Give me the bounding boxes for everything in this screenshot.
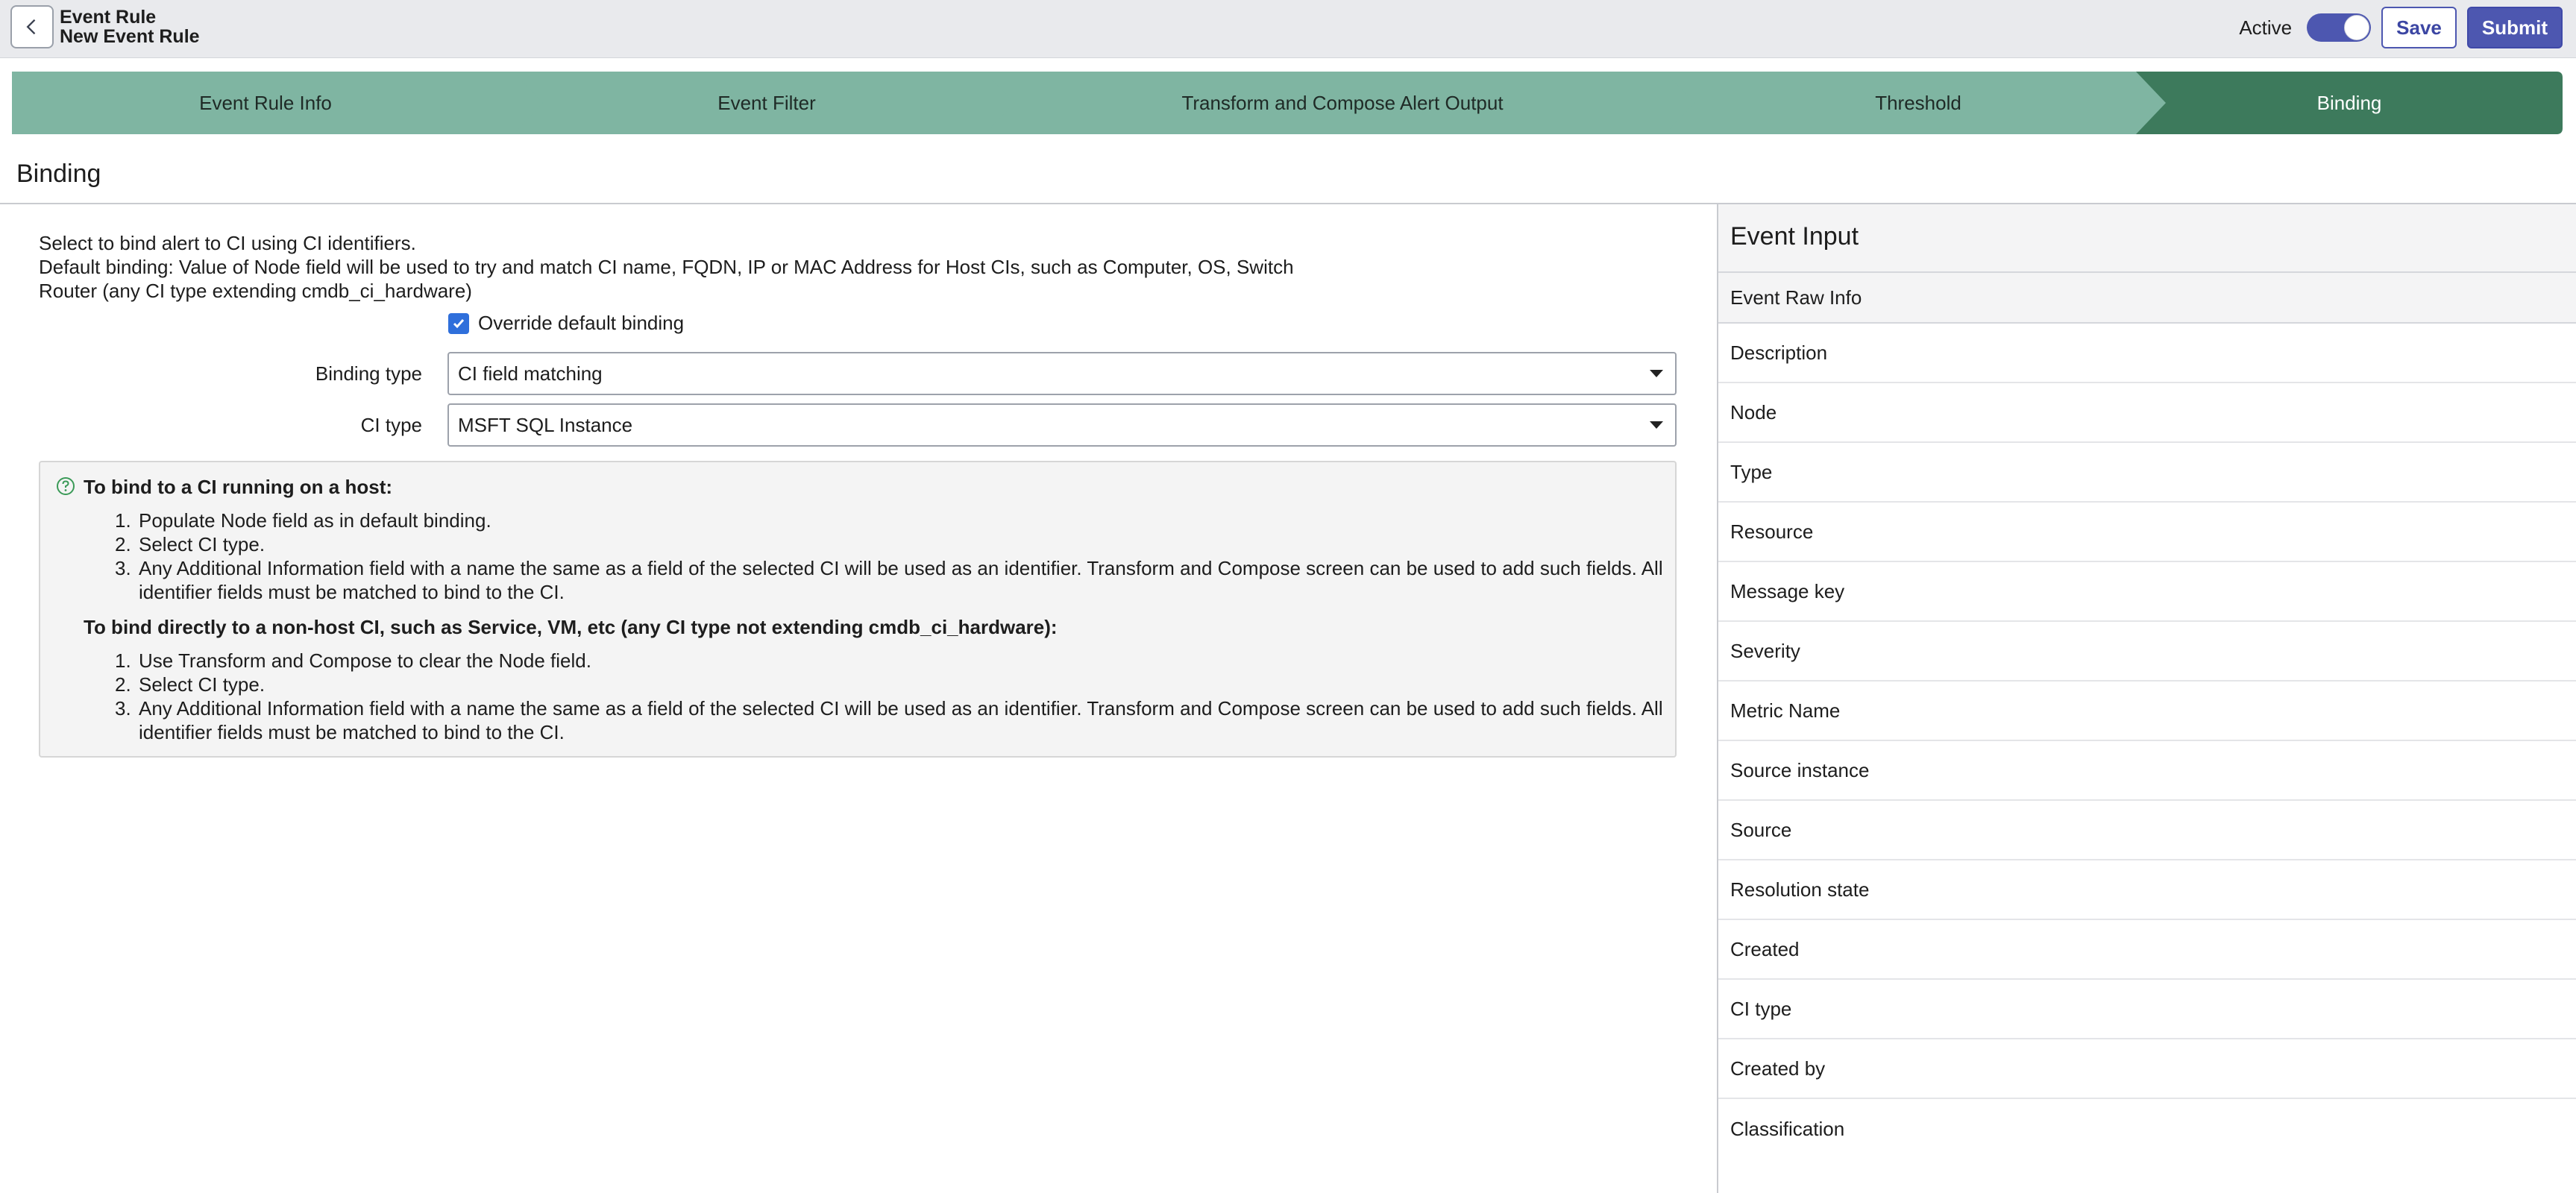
ci-type-value: MSFT SQL Instance xyxy=(458,413,633,436)
intro-line: Router (any CI type extending cmdb_ci_hardware) xyxy=(39,280,472,302)
step-transform-compose[interactable] xyxy=(984,72,1700,134)
event-input-title: Event Input xyxy=(1730,222,1859,251)
breadcrumb-parent: Event Rule xyxy=(60,7,157,28)
ci-type-label: CI type xyxy=(360,414,422,436)
list-item: 2. Select CI type. xyxy=(115,533,266,555)
binding-type-label: Binding type xyxy=(315,362,422,385)
step-event-rule-info[interactable] xyxy=(12,72,549,134)
ci-type-select[interactable] xyxy=(447,403,1677,447)
save-button[interactable]: Save xyxy=(2381,7,2457,48)
event-input-header xyxy=(1718,204,2576,273)
override-checkbox[interactable] xyxy=(448,313,469,334)
event-field-item[interactable]: Source xyxy=(1718,801,2576,860)
active-label: Active xyxy=(2239,16,2293,39)
event-field-item[interactable]: CI type xyxy=(1718,980,2576,1039)
list-item: 1. Use Transform and Compose to clear the Node field. xyxy=(115,649,591,672)
step-threshold[interactable] xyxy=(1665,72,2172,134)
intro-line: Default binding: Value of Node field will be used to try and match CI name, FQDN, IP or MAC Address for Host CIs, such as Computer, OS, Switch xyxy=(39,256,1294,278)
wizard-stepper xyxy=(12,72,2563,134)
binding-type-value: CI field matching xyxy=(458,362,603,385)
event-field-item[interactable]: Metric Name xyxy=(1718,682,2576,741)
event-field-item[interactable]: Message key xyxy=(1718,562,2576,622)
list-item: 1. Populate Node field as in default binding. xyxy=(115,509,491,532)
event-field-item[interactable]: Node xyxy=(1718,383,2576,443)
help-list xyxy=(115,509,1666,604)
event-field-item[interactable]: Classification xyxy=(1730,1117,1845,1140)
override-default-binding[interactable] xyxy=(448,312,684,335)
header-actions xyxy=(2239,6,2563,49)
check-icon xyxy=(451,316,466,331)
step-event-filter[interactable] xyxy=(513,72,1020,134)
step-label: Transform and Compose Alert Output xyxy=(1181,91,1504,114)
help-heading: To bind directly to a non-host CI, such as Service, VM, etc (any CI type not extending cmdb_ci_hardware): xyxy=(84,616,1058,638)
help-heading: To bind to a CI running on a host: xyxy=(84,476,393,498)
event-field-item[interactable]: Severity xyxy=(1718,622,2576,682)
form-header xyxy=(0,0,2576,58)
step-label: Threshold xyxy=(1875,91,1961,114)
step-label: Binding xyxy=(2316,91,2382,114)
binding-help-box xyxy=(39,461,1677,758)
intro-line: Select to bind alert to CI using CI identifiers. xyxy=(39,232,416,254)
binding-intro xyxy=(39,231,1307,303)
help-list xyxy=(115,649,1666,744)
caret-down-icon xyxy=(1650,421,1663,429)
section-title: Binding xyxy=(16,160,101,188)
override-label: Override default binding xyxy=(478,312,685,334)
active-toggle[interactable] xyxy=(2307,13,2371,42)
toggle-knob xyxy=(2344,15,2369,40)
back-button[interactable] xyxy=(10,5,54,48)
event-field-item[interactable]: Resource xyxy=(1718,503,2576,562)
event-field-item[interactable]: Type xyxy=(1718,443,2576,503)
help-circle-icon xyxy=(55,476,76,497)
step-label: Event Filter xyxy=(717,91,816,114)
submit-button[interactable]: Submit xyxy=(2467,7,2563,48)
breadcrumb xyxy=(60,7,200,46)
event-field-item[interactable]: Description xyxy=(1718,324,2576,383)
caret-down-icon xyxy=(1650,370,1663,377)
event-field-item[interactable]: Created xyxy=(1718,920,2576,980)
binding-type-select[interactable] xyxy=(447,352,1677,395)
list-item: 3. Any Additional Information field with a name the same as a field of the selected CI will be used as an identifier. Transform and Compose screen can be used to add such fields. All identifier fields must be matched to bind to the CI. xyxy=(115,697,1663,743)
step-label: Event Rule Info xyxy=(199,91,332,114)
record-title: New Event Rule xyxy=(60,26,200,47)
event-field-item[interactable]: Created by xyxy=(1718,1039,2576,1099)
event-raw-info[interactable]: Event Raw Info xyxy=(1718,273,2576,324)
chevron-left-icon xyxy=(22,16,43,37)
event-field-item[interactable]: Source instance xyxy=(1718,741,2576,801)
event-field-item[interactable]: Resolution state xyxy=(1718,860,2576,920)
list-item: 3. Any Additional Information field with a name the same as a field of the selected CI will be used as an identifier. Transform and Compose screen can be used to add such fields. All identifier fields must be matched to bind to the CI. xyxy=(115,557,1663,603)
step-binding[interactable] xyxy=(2136,72,2563,134)
list-item: 2. Select CI type. xyxy=(115,673,266,696)
